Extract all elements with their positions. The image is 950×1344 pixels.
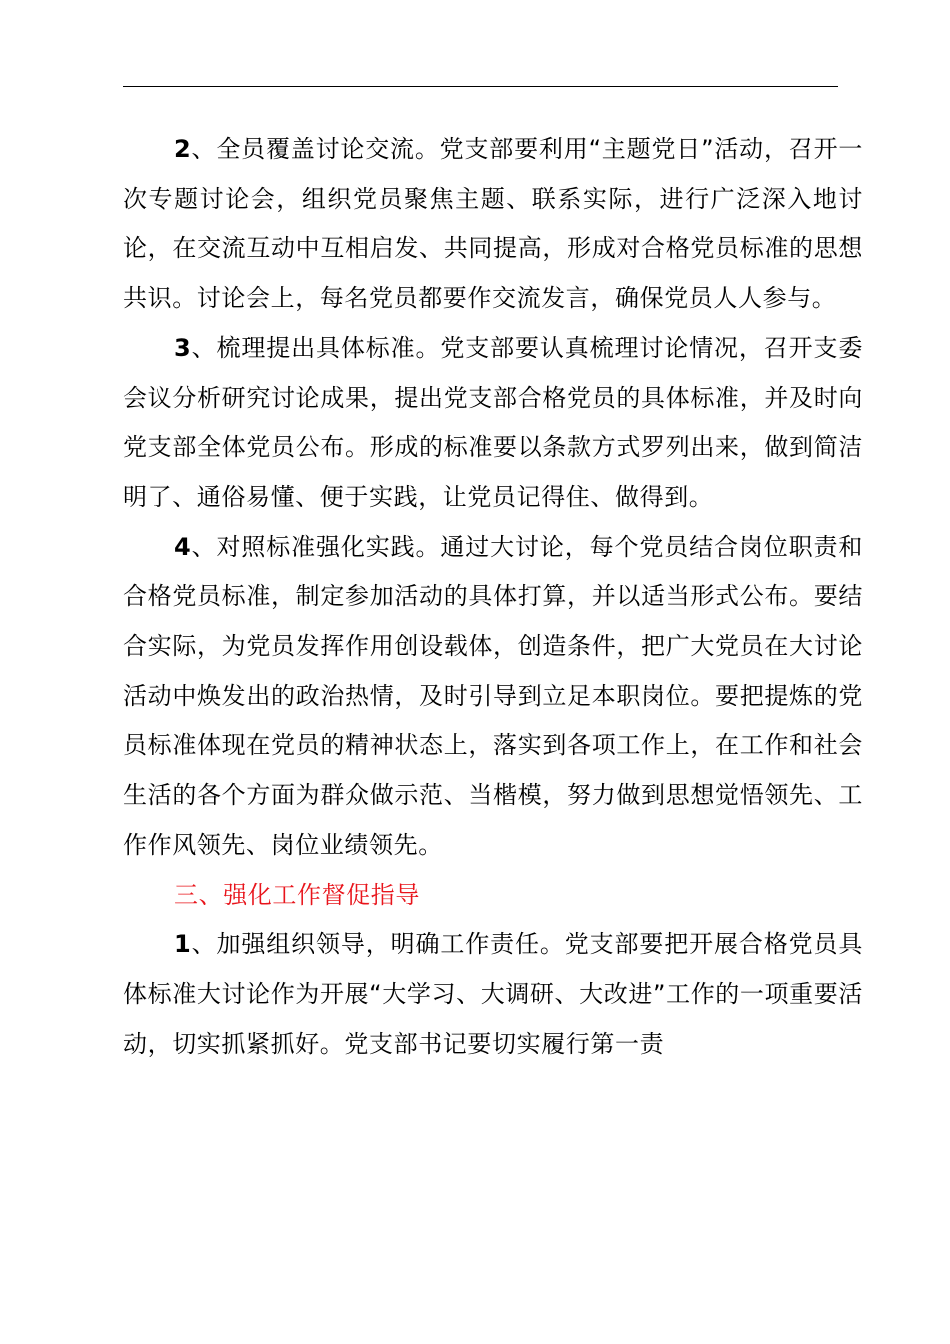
item-number: 4 [174,532,192,561]
paragraph-text: 、加强组织领导，明确工作责任。党支部要把开展合格党员具体标准大讨论作为开展“大学习、大调研、大改进”工作的一项重要活动，切实抓紧抓好。党支部书记要切实履行第一责 [123,930,863,1058]
paragraph-item-2 [123,125,863,324]
document-body [123,125,863,1069]
item-number: 1 [174,930,192,959]
paragraph-text: 、梳理提出具体标准。党支部要认真梳理讨论情况，召开支委会议分析研究讨论成果，提出党支部合格党员的具体标准，并及时向党支部全体党员公布。形成的标准要以条款方式罗列出来，做到简洁明了、通俗易懂、便于实践，让党员记得住、做得到。 [123,333,863,511]
paragraph-text: 、对照标准强化实践。通过大讨论，每个党员结合岗位职责和合格党员标准，制定参加活动的具体打算，并以适当形式公布。要结合实际，为党员发挥作用创设载体，创造条件，把广大党员在大讨论活动中焕发出的政治热情，及时引导到立足本职岗位。要把提炼的党员标准体现在党员的精神状态上，落实到各项工作上，在工作和社会生活的各个方面为群众做示范、当楷模，努力做到思想觉悟领先、工作作风领先、岗位业绩领先。 [123,532,863,859]
header-rule [123,86,838,87]
paragraph-item-1 [123,920,863,1069]
item-number: 2 [174,135,192,163]
paragraph-item-4 [123,523,863,871]
item-number: 3 [174,333,192,362]
paragraph-text: 、全员覆盖讨论交流。党支部要利用“主题党日”活动，召开一次专题讨论会，组织党员聚焦主题、联系实际，进行广泛深入地讨论，在交流互动中互相启发、共同提高，形成对合格党员标准的思想共识。讨论会上，每名党员都要作交流发言，确保党员人人参与。 [123,135,863,313]
paragraph-item-3 [123,324,863,523]
section-heading: 三、强化工作督促指导 [174,880,420,909]
